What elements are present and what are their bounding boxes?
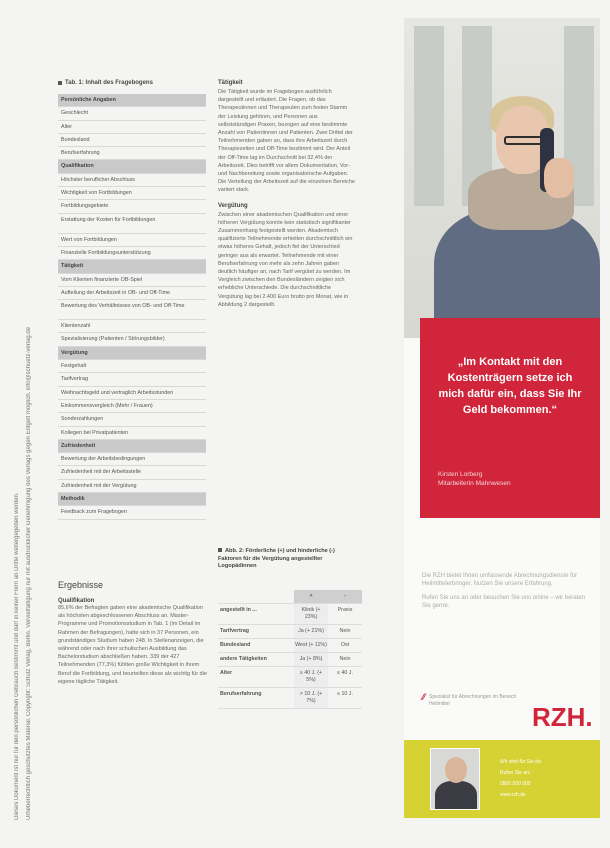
woman-on-phone-photo <box>404 18 600 338</box>
copyright-line-1: Dieses Dokument ist nur für den persönlichen Gebrauch bestimmt und darf in keiner Form an Dritte weitergegeben werden. <box>14 492 20 820</box>
pay-text: Zwischen einer akademischen Qualifikation und einer höheren Vergütung konnte kein statistisch signifikanter Zusammenhang festgestellt werden. Akademisch qualifizierte Teilnehmende erhielten durchschnittlich ein etwas höheres Gehalt, jedoch fiel der Unterschied geringer aus als erwartet. Teilnehmende mit einer Berufserfahrung von mehr als zehn Jahren gaben deutlich häufiger an, nach Tarif vergütet zu werden. Im Vergleich zwischen den Bundesländern zeigten sich erhebliche Unterschiede. Die durchschnittliche Vergütung lag bei 2.400 Euro brutto pro Monat, wie in Abbildung 2 dargestellt. <box>218 211 353 308</box>
factor-minus: Ost <box>340 642 350 648</box>
table-row: Einkommensvergleich (Mehr / Frauen) <box>58 400 206 413</box>
table-row: Bewertung der Arbeitsbedingungen <box>58 453 206 466</box>
bullet-square-icon <box>58 81 62 85</box>
table-row: Zufriedenheit mit der Vergütung <box>58 480 206 493</box>
contact-website[interactable]: www.rzh.de <box>500 792 526 798</box>
table-row: Fortbildungsgebiete <box>58 200 206 213</box>
table-row: Wert von Fortbildungen <box>58 234 206 247</box>
copyright-margin <box>14 20 50 820</box>
factor-minus: Praxis <box>337 607 353 613</box>
quote-author: Kirsten Lorberg Mitarbeiterin Mahnwesen <box>438 471 511 487</box>
table-row: Spezialisierung (Patienten / Störungsbilder) <box>58 333 206 346</box>
factor-plus: > 10 J. (+ 7%) <box>294 688 328 708</box>
table-row: Alter <box>58 121 206 134</box>
table-row: Sonderzahlungen <box>58 413 206 426</box>
table-row: Kollegen bei Privatpatienten <box>58 427 206 440</box>
qualification-text: 85,6% der Befragten gaben eine akademische Qualifikation als höchsten abgeschlossenen Abschluss an. Master-Programme und Promotionsstudium in Tab. 1 (im Detail im Rahmen der Befragungen), hatte sich in 37 Personen, ein grundständiges Studium haben 248. In Stellenanzeigen, die während oder nach ihrer schulischen Ausbildung das Bachelorstudium abschließen haben. 339 der 427 Teilnehmenden (77,3%) fühlten große Wichtigkeit in ihrem Beruf die Fortbildung, und beurteilten diese als wichtig für die eigene tägliche Tätigkeit. <box>58 605 207 685</box>
table-section-header: Zufriedenheit <box>58 440 206 453</box>
results-heading: Ergebnisse <box>58 580 104 590</box>
middle-column <box>218 80 356 317</box>
factor-label: angestellt in ... <box>220 607 257 613</box>
table-caption: Tab. 1: Inhalt des Fragebogens <box>58 80 206 86</box>
table-row: Berufserfahrung <box>58 147 206 160</box>
qualification-subheading: Qualifikation <box>58 598 95 604</box>
table-section-header: Persönliche Angaben <box>58 94 206 107</box>
activity-subheading: Tätigkeit <box>218 80 243 86</box>
pay-subheading: Vergütung <box>218 202 248 209</box>
table-row: Vom Klienten finanzierte OB-Spiel <box>58 274 206 287</box>
factor-row <box>218 625 362 639</box>
table-row: Erstattung der Kosten für Fortbildungen <box>58 214 206 234</box>
quote-box <box>420 318 600 518</box>
table-rows <box>58 94 206 520</box>
table-row: Weihnachtsgeld und vertraglich Arbeitsstunden <box>58 387 206 400</box>
factor-label: Alter <box>220 670 233 676</box>
minus-column-header: - <box>328 590 362 603</box>
rzh-logo[interactable]: RZH. <box>532 702 593 732</box>
factor-minus: ≤ 10 J. <box>337 691 353 697</box>
plus-column-header: + <box>294 590 328 603</box>
factors-header-row <box>218 590 362 604</box>
table-row: Zufriedenheit mit der Arbeitsstelle <box>58 466 206 479</box>
factor-label: andere Tätigkeiten <box>220 656 267 662</box>
contact-person-photo <box>430 748 480 810</box>
table-section-header: Methodik <box>58 493 206 506</box>
results-section <box>58 598 208 686</box>
factor-label: Bundesland <box>220 642 251 648</box>
figure-caption: Abb. 2: Förderliche (+) und hinderliche (-) Faktoren für die Vergütung angestellter Logopädinnen <box>218 548 335 569</box>
factor-minus: ≤ 40 J. <box>337 670 353 676</box>
table-section-header: Qualifikation <box>58 160 206 173</box>
table-row: Aufteilung der Arbeitszeit in OB- und Off-Time <box>58 287 206 300</box>
rzh-advertisement <box>404 18 600 818</box>
factor-plus: Ja (+ 8%) <box>294 653 328 666</box>
rzh-mark-icon: ⁄⁄ <box>422 692 426 702</box>
table-section-header: Tätigkeit <box>58 260 206 273</box>
table-row: Finanzielle Fortbildungsunterstützung <box>58 247 206 260</box>
table-section-header: Vergütung <box>58 347 206 360</box>
questionnaire-table <box>58 80 206 520</box>
table-row: Wichtigkeit von Fortbildungen <box>58 187 206 200</box>
factor-label: Tarifvertrag <box>220 628 250 634</box>
glasses-icon <box>504 136 544 145</box>
factor-plus: Ja (+ 21%) <box>294 625 328 638</box>
table-row: Höchster beruflicher Abschluss <box>58 174 206 187</box>
factor-row <box>218 653 362 667</box>
table-row: Geschlecht <box>58 107 206 120</box>
bullet-square-icon <box>218 548 222 552</box>
table-row: Festgehalt <box>58 360 206 373</box>
factor-label: Berufserfahrung <box>220 691 262 697</box>
table-row: Feedback zum Fragebogen <box>58 506 206 519</box>
rzh-tagline: ⁄⁄ Spezialist für Abrechnungen im Bereich Heilmittel <box>422 692 517 707</box>
factor-row <box>218 688 362 709</box>
factor-minus: Nein <box>339 628 351 634</box>
table-row: Klientenzahl <box>58 320 206 333</box>
factor-plus: Klinik (+ 23%) <box>294 604 328 624</box>
factor-plus: ≥ 40 J. (+ 5%) <box>294 667 328 687</box>
factor-row <box>218 667 362 688</box>
ad-info-text: Die RZH bietet Ihnen umfassende Abrechnungsdienste für Heilmittelerbringer. Nutzen Sie unsere Erfahrung. Rufen Sie uns an oder besuchen Sie uns online – wir beraten Sie gerne. <box>422 573 586 609</box>
factor-row <box>218 639 362 653</box>
factors-table <box>218 590 362 709</box>
table-row: Bewertung des Verhältnisses von OB- und Off-Time <box>58 300 206 320</box>
factor-plus: West (+ 11%) <box>294 639 328 652</box>
factor-row <box>218 604 362 625</box>
copyright-line-2: Urheberrechtlich geschütztes Material. Copyright: Schütz Verlag, Berlin. Vervielfältigung nur mit ausdrücklicher Genehmigung des Verlags gegen Entgelt möglich. info@schuetz-verlag.de <box>26 326 32 820</box>
factor-minus: Nein <box>339 656 351 662</box>
activity-text: Die Tätigkeit wurde im Fragebogen ausführlich dargestellt und erläutert. Die Fragen, ob das Therapeutinnen und Therapeuten zum festen Stamm der Leistung gehören, und Personen aus selbstständigen Praxen, bezogen auf eine bestimmte Anzahl von Patientinnen und Patienten. Zwei Drittel der Teilnehmenden gaben an, dass ihre Arbeitszeit durch Therapiezeiten und Off-Time bestimmt wird. Der Anteil der Off-Time lag im Durchschnitt bei 32,4% der Arbeitszeit. Dies betrifft vor allem Dokumentation, Vor- und Nachbereitung sowie organisatorische Aufgaben. Die Verteilung der Arbeitszeit auf die einzelnen Bereiche variiert stark. <box>218 89 355 194</box>
contact-phone[interactable]: 0800 000 000 <box>500 781 531 787</box>
contact-info: Wir sind für Sie da Rufen Sie an: 0800 000 000 www.rzh.de <box>500 758 596 802</box>
factor-rows <box>218 604 362 709</box>
ad-quote: „Im Kontakt mit den Kostenträgern setze ich mich dafür ein, dass Sie Ihr Geld bekommen.“ <box>438 356 582 416</box>
table-row: Bundesland <box>58 134 206 147</box>
table-row: Tarifvertrag <box>58 373 206 386</box>
